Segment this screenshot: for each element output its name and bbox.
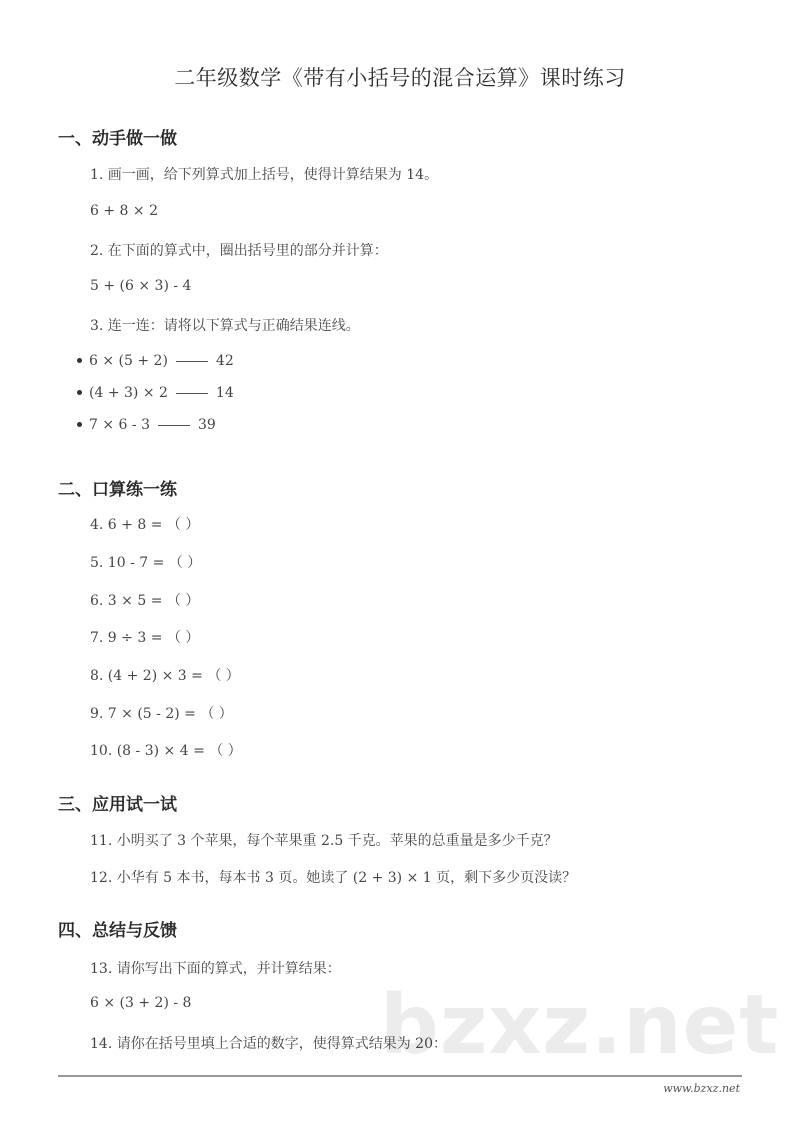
question-10: 10. (8 - 3) × 4 = （ ）	[90, 743, 242, 759]
question-3: 3. 连一连：请将以下算式与正确结果连线。	[90, 318, 360, 334]
match-expression: 7 × 6 - 3	[89, 417, 150, 433]
bullet-icon	[77, 390, 82, 395]
section-heading-2: 二、口算练一练	[58, 480, 177, 500]
watermark: bzxz.net	[380, 978, 780, 1073]
footer-divider	[58, 1075, 742, 1077]
match-result: 42	[215, 353, 234, 369]
match-result: 14	[215, 385, 234, 401]
match-item-1	[77, 353, 234, 369]
question-9: 9. 7 × (5 - 2) = （ ）	[90, 706, 233, 722]
match-expression: 6 × (5 + 2)	[89, 353, 168, 369]
expression-13: 6 × (3 + 2) - 8	[90, 995, 192, 1011]
match-expression: (4 + 3) × 2	[89, 385, 168, 401]
match-result: 39	[197, 417, 216, 433]
match-item-3	[77, 417, 216, 433]
section-heading-4: 四、总结与反馈	[58, 921, 177, 941]
page-title: 二年级数学《带有小括号的混合运算》课时练习	[174, 66, 626, 90]
connector-line	[158, 425, 190, 426]
section-heading-1: 一、动手做一做	[58, 129, 177, 149]
match-item-2	[77, 385, 234, 401]
section-heading-3: 三、应用试一试	[58, 795, 177, 815]
question-1: 1. 画一画，给下列算式加上括号，使得计算结果为 14。	[90, 167, 439, 183]
question-11: 11. 小明买了 3 个苹果，每个苹果重 2.5 千克。苹果的总重量是多少千克？	[90, 833, 558, 849]
question-5: 5. 10 - 7 = （ ）	[90, 555, 202, 571]
bullet-icon	[77, 422, 82, 427]
bullet-icon	[77, 358, 82, 363]
expression-1: 6 + 8 × 2	[90, 203, 158, 219]
expression-2: 5 + (6 × 3) - 4	[90, 278, 192, 294]
question-14: 14. 请你在括号里填上合适的数字，使得算式结果为 20：	[90, 1036, 447, 1052]
question-6: 6. 3 × 5 = （ ）	[90, 593, 200, 609]
connector-line	[176, 393, 208, 394]
question-2: 2. 在下面的算式中，圈出括号里的部分并计算：	[90, 243, 388, 259]
footer-url: www.bzxz.net	[663, 1082, 740, 1095]
question-4: 4. 6 + 8 = （ ）	[90, 517, 200, 533]
question-7: 7. 9 ÷ 3 = （ ）	[90, 630, 200, 646]
connector-line	[176, 361, 208, 362]
question-8: 8. (4 + 2) × 3 = （ ）	[90, 668, 240, 684]
question-12: 12. 小华有 5 本书，每本书 3 页。她读了 (2 + 3) × 1 页，剩下多少页没读？	[90, 870, 577, 886]
question-13: 13. 请你写出下面的算式，并计算结果：	[90, 961, 341, 977]
